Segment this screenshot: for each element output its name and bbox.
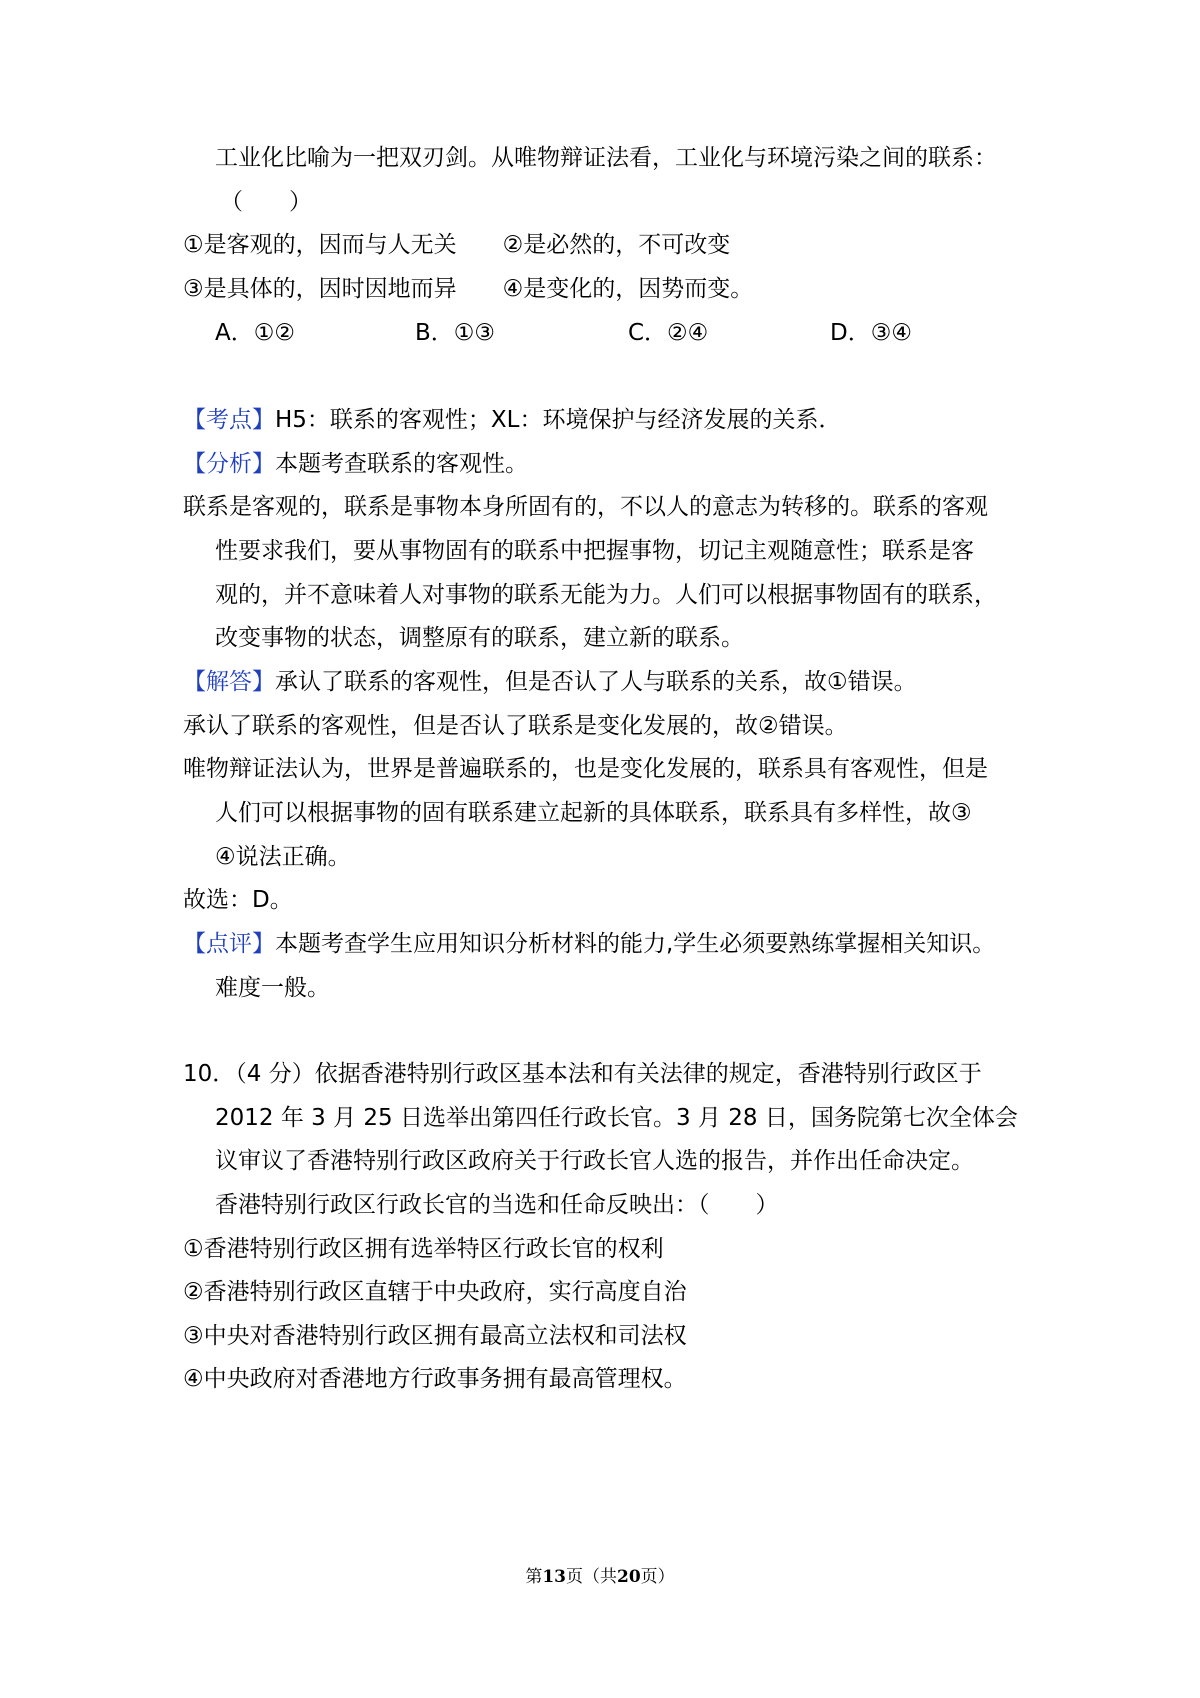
- answer-choice: 故选：D。: [183, 887, 293, 913]
- q9-option-d: D．③④: [830, 320, 912, 346]
- jieda-body-line: ④说法正确。: [215, 844, 351, 870]
- jieda-body-line: 承认了联系的客观性，但是否认了联系是变化发展的，故②错误。: [183, 713, 848, 739]
- jieda-body-line: 唯物辩证法认为，世界是普遍联系的，也是变化发展的，联系具有客观性，但是: [183, 756, 988, 782]
- q10-stem-line: 香港特别行政区行政长官的当选和任命反映出：（ ）: [215, 1192, 779, 1218]
- jieda-tag: 【解答】: [183, 669, 275, 695]
- footer-suffix: 页）: [640, 1567, 675, 1587]
- page-footer: [0, 1564, 1200, 1590]
- total-pages: 20: [617, 1567, 641, 1587]
- q9-statements-3-4: ③是具体的，因时因地而异 ④是变化的，因势而变。: [183, 276, 754, 302]
- q9-option-a: A．①②: [215, 320, 295, 346]
- dianping-cont: 难度一般。: [215, 975, 330, 1001]
- q10-stem-line: 2012 年 3 月 25 日选举出第四任行政长官。3 月 28 日，国务院第七次全体会: [215, 1105, 1018, 1131]
- dianping-text: 本题考查学生应用知识分析材料的能力,学生必须要熟练掌握相关知识。: [275, 931, 996, 957]
- dianping-line: [183, 928, 995, 960]
- fenxi-body-line: 联系是客观的，联系是事物本身所固有的，不以人的意志为转移的。联系的客观: [183, 494, 988, 520]
- q10-statement: ③中央对香港特别行政区拥有最高立法权和司法权: [183, 1323, 687, 1349]
- q9-option-b: B．①③: [415, 320, 496, 346]
- q9-statements-1-2: ①是客观的，因而与人无关 ②是必然的，不可改变: [183, 232, 731, 258]
- fenxi-tag: 【分析】: [183, 451, 275, 477]
- q10-statement: ④中央政府对香港地方行政事务拥有最高管理权。: [183, 1366, 687, 1392]
- q9-answer-blank: （ ）: [220, 189, 312, 215]
- kaodian-tag: 【考点】: [183, 407, 275, 433]
- q10-stem-line: 10．（4 分）依据香港特别行政区基本法和有关法律的规定，香港特别行政区于: [183, 1061, 982, 1087]
- q10-stem-line: 议审议了香港特别行政区政府关于行政长官人选的报告，并作出任命决定。: [215, 1148, 974, 1174]
- dianping-tag: 【点评】: [183, 931, 275, 957]
- q9-stem: 工业化比喻为一把双刃剑。从唯物辩证法看，工业化与环境污染之间的联系：: [215, 145, 997, 171]
- footer-prefix: 第: [525, 1567, 543, 1587]
- q9-option-c: C．②④: [628, 320, 709, 346]
- page-number: 13: [542, 1567, 566, 1587]
- fenxi-body-line: 性要求我们，要从事物固有的联系中把握事物，切记主观随意性；联系是客: [215, 538, 974, 564]
- kaodian-text: H5：联系的客观性；XL：环境保护与经济发展的关系．: [275, 407, 842, 433]
- jieda-line: [183, 666, 917, 698]
- jieda-body-line: 人们可以根据事物的固有联系建立起新的具体联系，联系具有多样性，故③: [215, 800, 972, 826]
- footer-middle: 页（共: [566, 1567, 617, 1587]
- q10-statement: ②香港特别行政区直辖于中央政府，实行高度自治: [183, 1279, 687, 1305]
- fenxi-line: [183, 448, 528, 480]
- jieda-text: 承认了联系的客观性，但是否认了人与联系的关系，故①错误。: [275, 669, 917, 695]
- q10-statement: ①香港特别行政区拥有选举特区行政长官的权利: [183, 1236, 664, 1262]
- kaodian-line: [183, 404, 842, 436]
- fenxi-body-line: 改变事物的状态，调整原有的联系，建立新的联系。: [215, 625, 744, 651]
- fenxi-body-line: 观的，并不意味着人对事物的联系无能为力。人们可以根据事物固有的联系，: [215, 582, 997, 608]
- fenxi-text: 本题考查联系的客观性。: [275, 451, 528, 477]
